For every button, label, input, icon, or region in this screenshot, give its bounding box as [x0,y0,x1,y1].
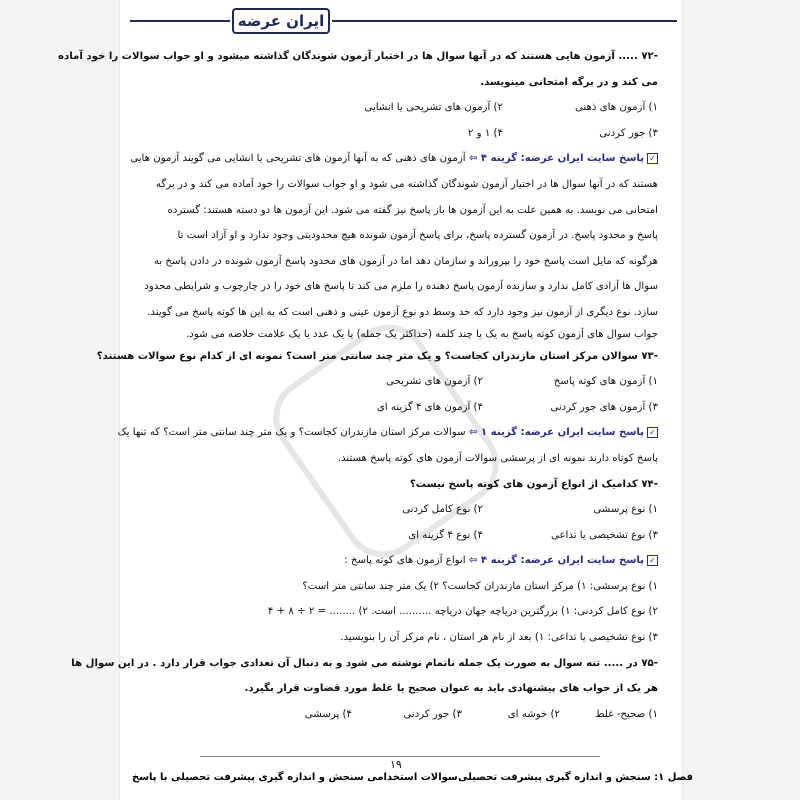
q73-option-2: ۲) آزمون های تشریحی [385,376,483,388]
q72-answer-line0 [130,146,658,172]
question-74-options-row2 [148,523,658,549]
q72-option-4: ۴) ۱ و ۲ [467,127,503,139]
footer-rule [200,756,600,757]
q72-answer-line2: امتحانی می نویسد. به همین علت به این آزمون ها باز پاسخ نیز گفته می شود. این آزمون ها دو دسته هستند: گسترده [167,204,658,216]
question-75-options [148,702,658,728]
q72-answer-label: پاسخ سایت ایران عرضه: گزینه ۴ ⇦ [468,153,644,165]
q74-option-4: ۴) نوع ۴ گزینه ای [408,529,483,541]
question-73-line1: -۷۳ سوالان مرکز استان مازندران کجاست؟ و یک متر چند سانتی متر است؟ نمونه ای از کدام نوع سوالات هستند؟ [96,350,658,362]
q72-option-2: ۲) آزمون های تشریحی یا انشایی [364,102,503,114]
question-72-line2: می کند و در برگه امتحانی مینویسد. [480,76,658,88]
page-number: ۱۹ [390,758,402,771]
q73-answer-label: پاسخ سایت ایران عرضه: گزینه ۱ ⇦ [468,427,644,439]
q74-answer-line2: ۲) نوع کامل کردنی: ۱) بزرگترین دریاچه جهان دریاچه .......... است. ۲) ........ = ۲ ÷ ۸ + ۴ [267,606,658,618]
logo-text: ایران عرضه [237,12,325,30]
q72-answer-line5: سوال ها آزادی کامل ندارد و سازنده آزمون پاسخ دهنده را ملزم می کند تا پاسخ های خود را در چارچوب و شرایطی محدود [144,281,658,293]
question-74-options-row1 [148,497,658,523]
q74-answer-line3: ۳) نوع تشخیصی یا تداعی: ۱) بعد از نام هر استان ، نام مرکز آن را بنویسید. [340,632,658,644]
q74-answer-line0 [148,548,658,574]
footer-chapter-title: فصل ۱: سنجش و اندازه گیری پیشرفت تحصیلی [458,772,694,783]
q73-option-1: ۱) آزمون های کوته پاسخ [553,376,658,388]
site-logo [232,8,330,34]
q75-option-1: ۱) صحیح- غلط [595,708,658,720]
q75-option-2: ۲) خوشه ای [507,708,560,720]
checkbox-icon: ✓ [647,153,658,164]
q75-option-3: ۳) جور کردنی [403,708,462,720]
q72-answer-line6: سازد. نوع دیگری از آزمون نیز وجود دارد که حد وسط دو نوع آزمون عینی و ذهنی است که به این ها کوته پاسخ می گویند. [147,306,658,318]
q72-answer-line1: هستند که در آنها سوال ها در اختیار آزمون شوندگان گذاشته می شود و او جواب سوالات را خود آماده می کند و در برگه [155,178,658,190]
question-72-line1: -۷۲ ..... آزمون هایی هستند که در آنها سوال ها در اختیار آزمون شوندگان گذاشته میشود و او جواب سوالات را خود آماده [57,51,658,62]
q74-answer-text: انواع آزمون های کوته پاسخ : [344,555,466,567]
q73-answer-line0 [117,420,658,446]
q72-answer-text: آزمون های ذهنی که به آنها آزمون های تشریحی یا انشایی می گویند آزمون هایی [130,153,466,165]
q74-answer-label: پاسخ سایت ایران عرضه: گزینه ۴ ⇦ [468,555,644,567]
q72-option-3: ۳) جور کردنی [599,127,658,139]
q74-answer-line1: ۱) نوع پرسشی: ۱) مرکز استان مازندران کجاست؟ ۲) یک متر چند سانتی متر است؟ [302,580,658,592]
question-73-options-row1 [148,369,658,395]
header-rule-right [332,20,677,22]
q75-option-4: ۴) پرسشی [304,708,352,720]
header-rule-left [130,20,230,22]
question-73-options-row2 [148,395,658,421]
q74-option-1: ۱) نوع پرسشی [593,504,658,516]
q73-option-3: ۳) آزمون های جور کردنی [550,401,658,413]
question-75-line1: -۷۵ در ..... تنه سوال به صورت یک جمله ناتمام نوشته می شود و به دنبال آن تعدادی جواب قرار دارد . در این سوال ها [71,657,658,669]
q72-option-1: ۱) آزمون های ذهنی [574,102,658,114]
q72-answer-line3: پاسخ و محدود پاسخ. در آزمون گسترده پاسخ، برای پاسخ آزمون شونده هیچ محدودیتی وجود ندارد و او آزاد است تا [177,230,658,242]
q73-answer-text: سوالات مرکز استان مازندران کجاست؟ و یک متر چند سانتی متر است؟ که تنها یک [117,427,466,439]
question-72-options-row1 [148,95,658,121]
question-72-options-row2 [148,121,658,147]
q72-answer-line7: جواب سوال های آزمون کوته پاسخ به یک یا چند کلمه (حداکثر یک جمله) یا یک عدد یا یک علامت خلاصه می شود. [186,328,658,340]
q73-option-4: ۴) آزمون های ۴ گزینه ای [376,401,483,413]
q74-option-3: ۳) نوع تشخیصی یا تداعی [550,529,658,541]
q73-answer-line1: پاسخ کوتاه دارند نمونه ای از پرسشی سوالات آزمون های کوته پاسخ هستند. [337,452,658,464]
checkbox-icon: ✓ [647,427,658,438]
question-75-line2: هر یک از جواب های پیشنهادی باید به عنوان صحیح یا غلط مورد قضاوت قرار بگیرد. [244,683,658,695]
q74-option-2: ۲) نوع کامل کردنی [402,504,483,516]
checkbox-icon: ✓ [647,555,658,566]
footer-book-title: سوالات استخدامی سنجش و اندازه گیری پیشرفت تحصیلی با پاسخ [132,772,458,783]
q72-answer-line4: هرگونه که مایل است پاسخ خود را بپروراند و سازمان دهد اما در آزمون های محدود پاسخ آزمون شونده در دادن پاسخ به [153,255,658,267]
question-74-line1: -۷۴ کدامیک از انواع آزمون های کوته پاسخ نیست؟ [409,478,658,490]
document-body [57,44,658,727]
